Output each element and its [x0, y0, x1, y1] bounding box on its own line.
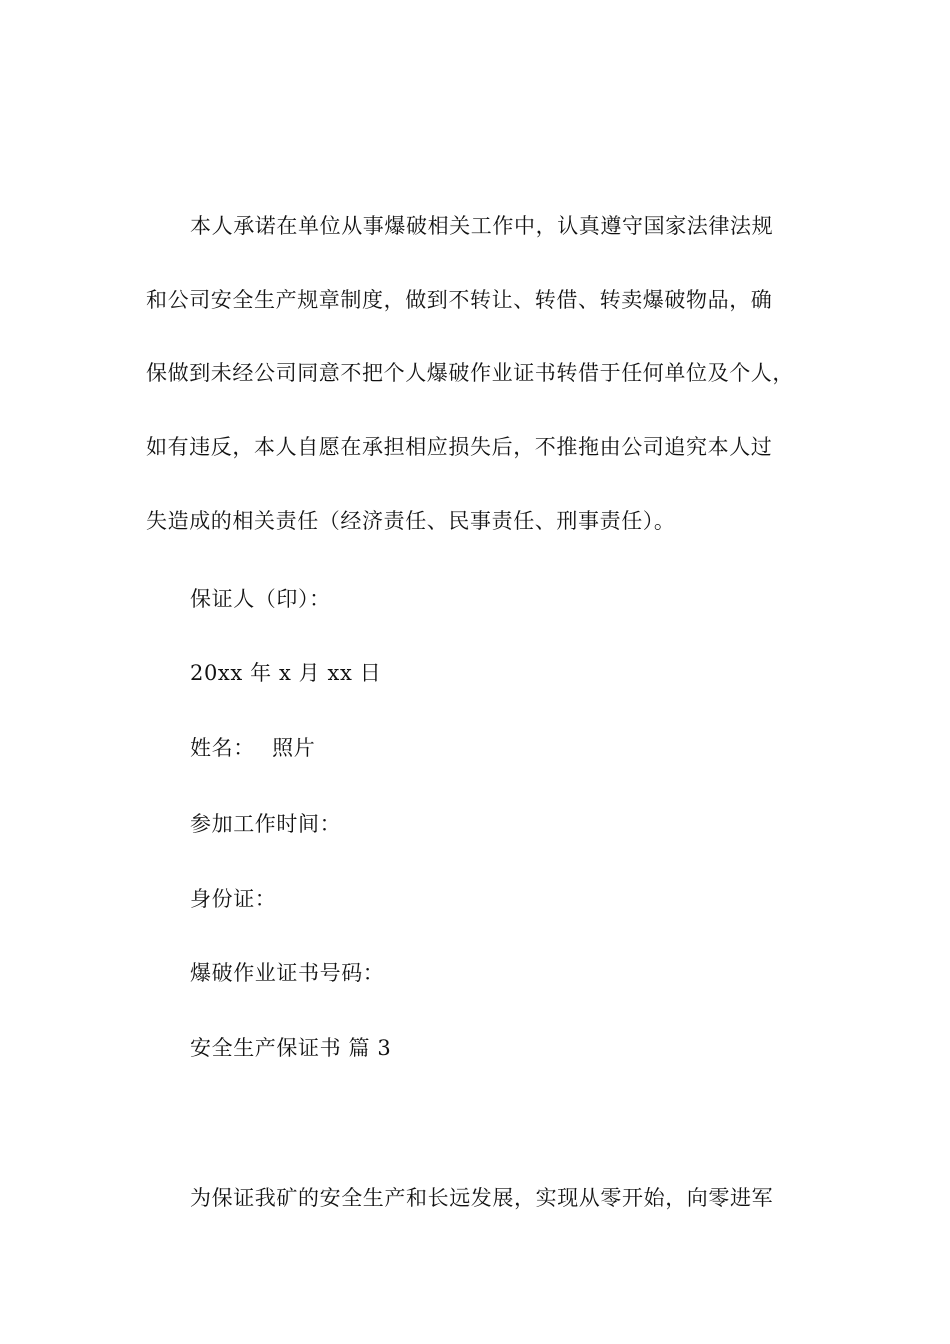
section-title: 安全生产保证书 篇 3: [190, 1036, 392, 1060]
paragraph-1-line-4: 如有违反，本人自愿在承担相应损失后，不推拖由公司追究本人过: [146, 435, 773, 459]
id-label: 身份证：: [190, 887, 277, 911]
name-row: [190, 733, 315, 763]
guarantor-label: 保证人（印）：: [190, 587, 331, 611]
name-label: 姓名：: [190, 736, 255, 760]
paragraph-1-line-5: 失造成的相关责任（经济责任、民事责任、刑事责任）。: [146, 509, 676, 533]
cert-number-label: 爆破作业证书号码：: [190, 961, 385, 985]
photo-label: 照片: [272, 736, 316, 760]
paragraph-1-line-2: 和公司安全生产规章制度，做到不转让、转借、转卖爆破物品，确: [146, 288, 773, 312]
paragraph-2-line-1: 为保证我矿的安全生产和长远发展，实现从零开始，向零进军: [190, 1186, 774, 1210]
date-line: 20xx 年 x 月 xx 日: [190, 661, 382, 685]
work-start-label: 参加工作时间：: [190, 812, 342, 836]
paragraph-1-line-3: 保做到未经公司同意不把个人爆破作业证书转借于任何单位及个人，: [146, 361, 794, 385]
paragraph-1-line-1: 本人承诺在单位从事爆破相关工作中，认真遵守国家法律法规: [190, 214, 774, 238]
